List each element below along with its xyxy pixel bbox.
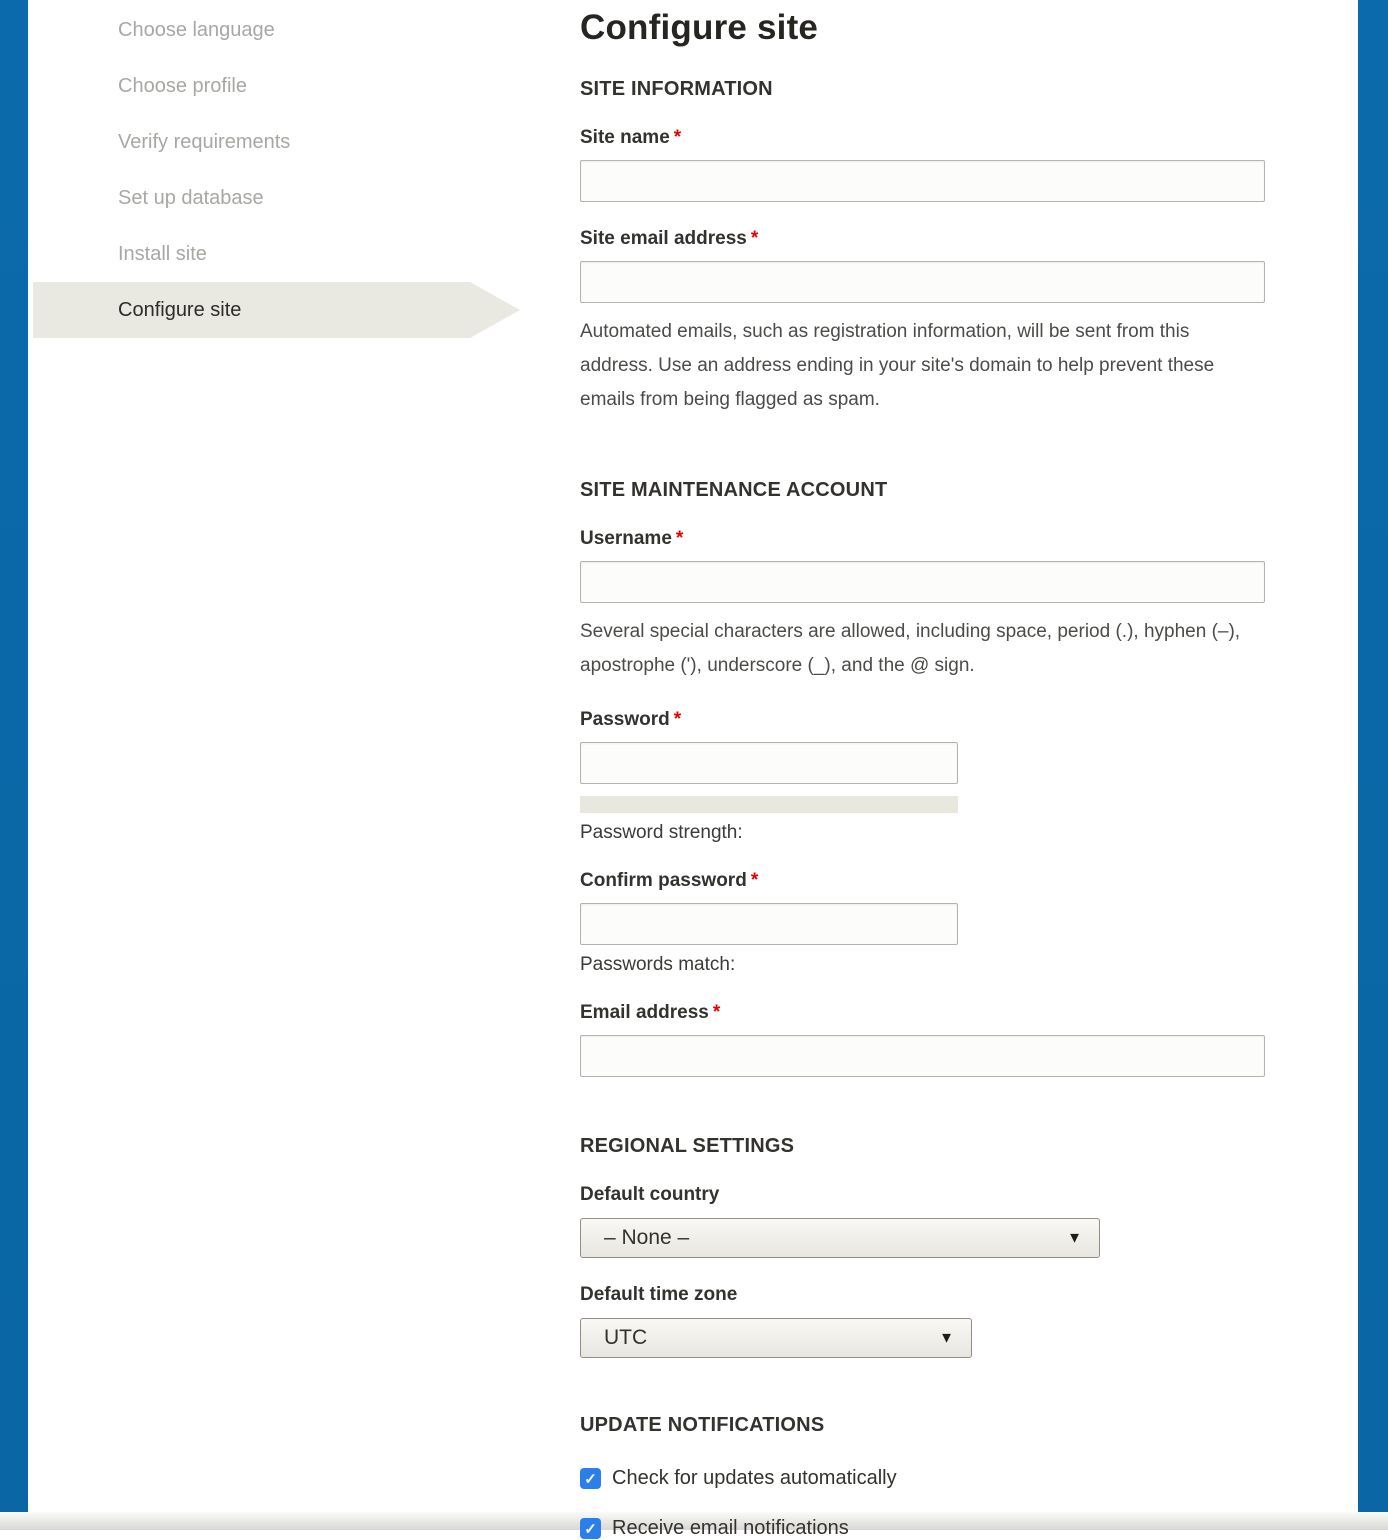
password-strength-bar (580, 796, 958, 813)
username-label-text: Username (580, 528, 672, 549)
chevron-down-icon: ▼ (939, 1329, 954, 1347)
username-help-text: Several special characters are allowed, including space, period (.), hyphen (–), apostrophe ('), underscore (_), and the @ sign. (580, 621, 1241, 676)
password-input[interactable] (580, 742, 958, 784)
password-label (580, 709, 1265, 731)
default-country-field (580, 1184, 1265, 1258)
required-asterisk: * (673, 127, 682, 148)
site-email-label (580, 228, 1265, 250)
update-notifications-heading: UPDATE NOTIFICATIONS (580, 1414, 825, 1436)
section-update-notifications (580, 1414, 1265, 1540)
right-blue-border (1358, 0, 1388, 1512)
password-strength-label: Password strength: (580, 822, 743, 843)
page-title: Configure site (580, 8, 819, 47)
admin-email-input[interactable] (580, 1035, 1265, 1077)
step-set-up-database: Set up database (118, 186, 264, 209)
username-input[interactable] (580, 561, 1265, 603)
admin-email-label (580, 1002, 1265, 1024)
password-label-text: Password (580, 709, 670, 730)
section-site-information (580, 78, 1265, 417)
chevron-down-icon: ▼ (1067, 1229, 1082, 1247)
receive-email-row (580, 1517, 1265, 1540)
default-country-selected-value: – None – (604, 1226, 690, 1249)
receive-email-label[interactable]: Receive email notifications (612, 1517, 849, 1539)
default-country-label: Default country (580, 1184, 720, 1205)
default-timezone-field (580, 1284, 1265, 1358)
site-name-label-text: Site name (580, 127, 670, 148)
site-name-input[interactable] (580, 160, 1265, 202)
required-asterisk: * (673, 709, 682, 730)
step-configure-site-active: Configure site (33, 282, 470, 338)
site-email-label-text: Site email address (580, 228, 747, 249)
required-asterisk: * (712, 1002, 721, 1023)
required-asterisk: * (675, 528, 684, 549)
step-install-site: Install site (118, 242, 207, 265)
default-timezone-selected-value: UTC (604, 1326, 648, 1349)
step-choose-profile: Choose profile (118, 74, 247, 97)
section-maintenance-account (580, 479, 1265, 1077)
default-country-select[interactable] (580, 1218, 1100, 1258)
required-asterisk: * (750, 228, 759, 249)
left-blue-border (0, 0, 28, 1512)
admin-email-label-text: Email address (580, 1002, 709, 1023)
step-list (28, 2, 560, 338)
step-choose-language: Choose language (118, 18, 275, 41)
check-updates-row (580, 1467, 1265, 1490)
confirm-password-label-text: Confirm password (580, 870, 747, 891)
username-field (580, 528, 1265, 683)
site-name-label (580, 127, 1265, 149)
configure-site-form (580, 0, 1265, 1539)
passwords-match-label: Passwords match: (580, 954, 736, 975)
section-regional-settings (580, 1135, 1265, 1358)
confirm-password-label (580, 870, 1265, 892)
check-updates-label[interactable]: Check for updates automatically (612, 1467, 897, 1489)
confirm-password-field (580, 870, 1265, 976)
site-information-heading: SITE INFORMATION (580, 78, 773, 100)
site-name-field (580, 127, 1265, 202)
install-steps-sidebar (28, 0, 560, 1512)
maintenance-account-heading: SITE MAINTENANCE ACCOUNT (580, 479, 888, 501)
admin-email-field (580, 1002, 1265, 1077)
default-timezone-label: Default time zone (580, 1284, 738, 1305)
username-label (580, 528, 1265, 550)
password-field (580, 709, 1265, 844)
site-email-input[interactable] (580, 261, 1265, 303)
site-email-help-text: Automated emails, such as registration information, will be sent from this address. Use an address ending in your site's domain to help prevent these emails from being flagged as spam. (580, 321, 1215, 410)
site-email-field (580, 228, 1265, 417)
step-verify-requirements: Verify requirements (118, 130, 291, 153)
check-updates-checkbox[interactable]: ✓ (580, 1468, 601, 1489)
receive-email-checkbox[interactable]: ✓ (580, 1518, 601, 1539)
content-area (28, 0, 1358, 1539)
confirm-password-input[interactable] (580, 903, 958, 945)
regional-settings-heading: REGIONAL SETTINGS (580, 1135, 795, 1157)
default-timezone-select[interactable] (580, 1318, 972, 1358)
required-asterisk: * (750, 870, 759, 891)
